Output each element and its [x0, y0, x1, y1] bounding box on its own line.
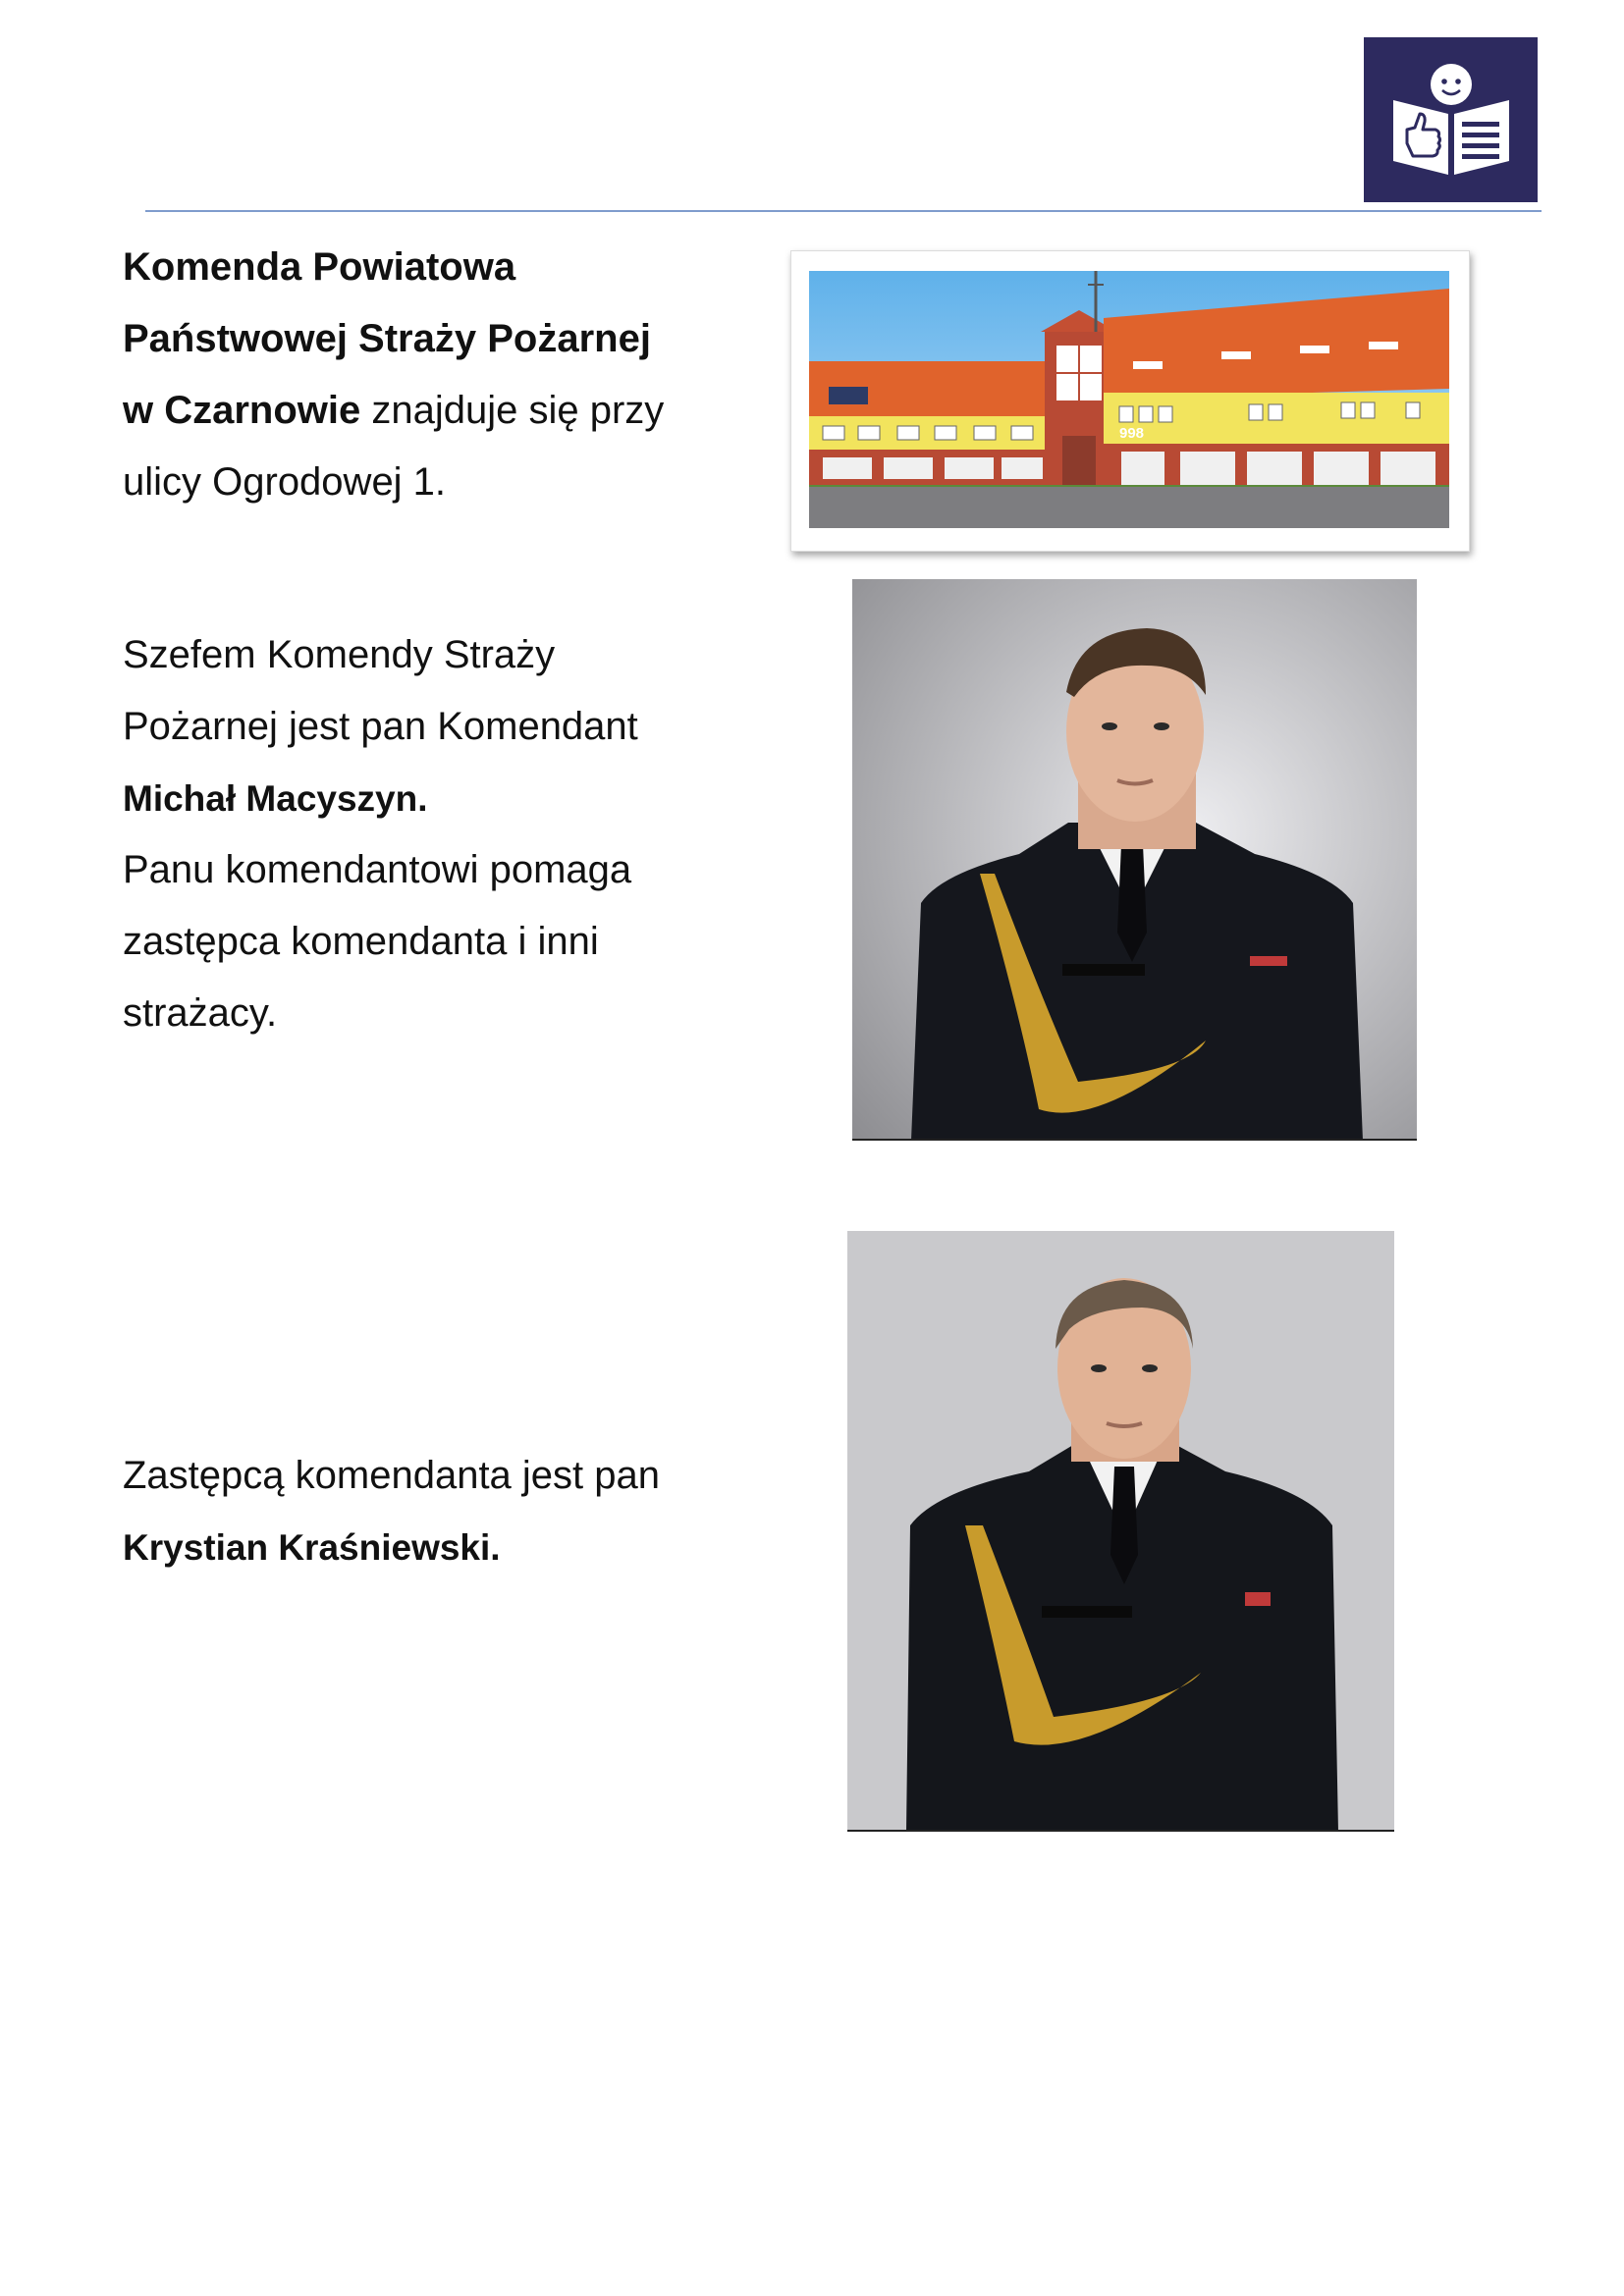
- intro-text-line-4: ulicy Ogrodowej 1.: [123, 460, 447, 504]
- commander-portrait-photo: [852, 579, 1417, 1141]
- easy-to-read-logo-icon: [1364, 37, 1538, 202]
- chief-line-5: zastępca komendanta i inni: [123, 920, 599, 963]
- building-sign-number: 998: [1119, 425, 1145, 442]
- chief-name: Michał Macyszyn.: [123, 778, 428, 819]
- deputy-name: Krystian Kraśniewski.: [123, 1527, 501, 1568]
- deputy-paragraph: [123, 1440, 751, 1583]
- chief-line-4: Panu komendantowi pomaga: [123, 848, 632, 891]
- intro-text-line-3: znajduje się przy: [360, 389, 665, 432]
- chief-line-6: strażacy.: [123, 991, 278, 1035]
- intro-paragraph: [123, 232, 751, 518]
- chief-line-2: Pożarnej jest pan Komendant: [123, 705, 638, 748]
- header-divider: [145, 210, 1542, 212]
- deputy-line-1: Zastępcą komendanta jest pan: [123, 1454, 661, 1497]
- intro-bold-line-2: Państwowej Straży Pożarnej: [123, 317, 651, 360]
- intro-bold-line-3: w Czarnowie: [123, 389, 361, 432]
- intro-bold-line-1: Komenda Powiatowa: [123, 245, 516, 289]
- chief-paragraph: [123, 619, 751, 1049]
- fire-station-building-photo: [790, 250, 1470, 552]
- deputy-commander-portrait-photo: [847, 1231, 1394, 1832]
- chief-line-1: Szefem Komendy Straży: [123, 633, 556, 676]
